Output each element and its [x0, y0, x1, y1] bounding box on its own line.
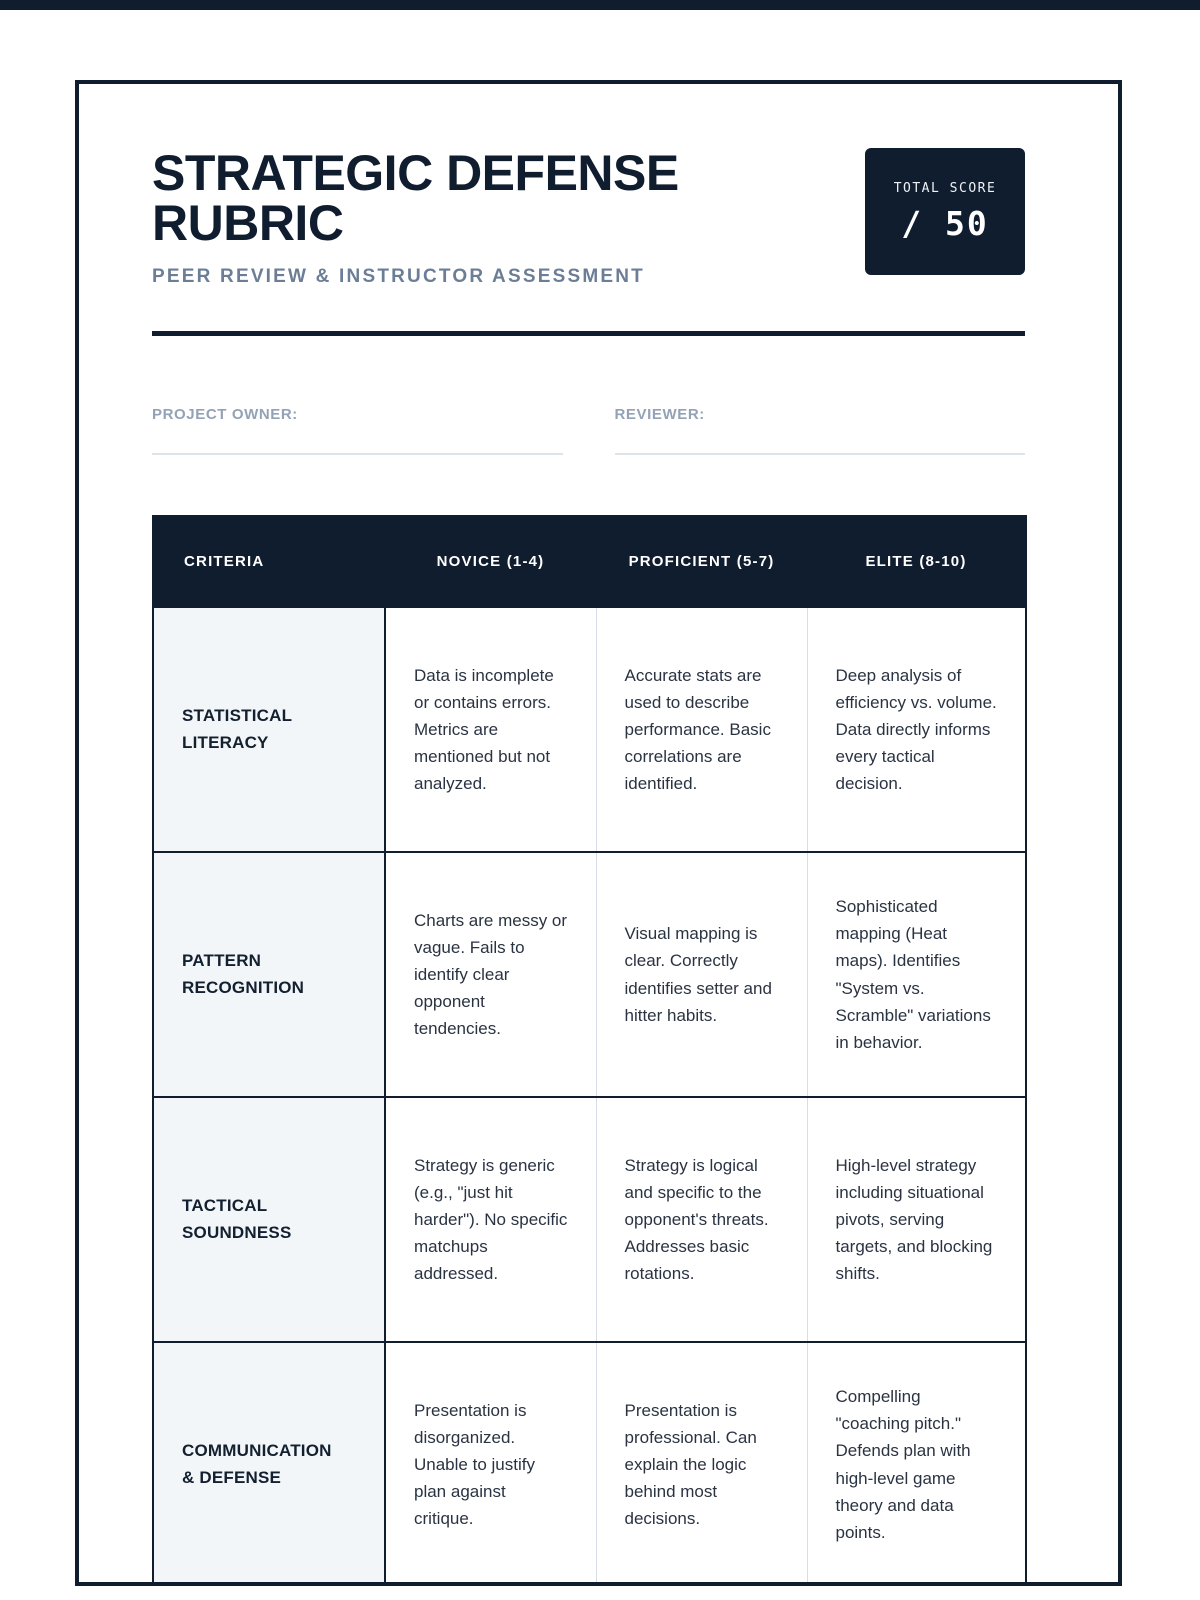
header [152, 145, 1025, 288]
elite-cell: High-level strategy including situational pivots, serving targets, and blocking shifts. [807, 1097, 1026, 1342]
page-subtitle: PEER REVIEW & INSTRUCTOR ASSESSMENT [152, 266, 645, 287]
proficient-cell: Strategy is logical and specific to the opponent's threats. Addresses basic rotations. [596, 1097, 807, 1342]
project-owner-input[interactable] [152, 437, 563, 455]
criteria-cell: COMMUNICATION & DEFENSE [153, 1342, 385, 1586]
table-row-tactical-soundness [153, 1097, 1026, 1342]
page-title: STRATEGIC DEFENSE RUBRIC [152, 145, 679, 251]
project-owner-field [152, 406, 563, 455]
col-header-criteria: CRITERIA [153, 516, 385, 607]
proficient-cell: Visual mapping is clear. Correctly identifies setter and hitter habits. [596, 852, 807, 1097]
reviewer-field [615, 406, 1026, 455]
elite-cell: Sophisticated mapping (Heat maps). Identifies "System vs. Scramble" variations in behavior. [807, 852, 1026, 1097]
title-block [152, 145, 865, 288]
novice-cell: Data is incomplete or contains errors. Metrics are mentioned but not analyzed. [385, 607, 596, 852]
rubric-table [152, 515, 1027, 1586]
novice-cell: Strategy is generic (e.g., "just hit harder"). No specific matchups addressed. [385, 1097, 596, 1342]
elite-cell: Deep analysis of efficiency vs. volume. Data directly informs every tactical decision. [807, 607, 1026, 852]
document-content [152, 145, 1025, 1586]
novice-cell: Charts are messy or vague. Fails to identify clear opponent tendencies. [385, 852, 596, 1097]
criteria-cell: PATTERN RECOGNITION [153, 852, 385, 1097]
page-top-strip [0, 0, 1200, 10]
col-header-novice: NOVICE (1-4) [385, 516, 596, 607]
col-header-proficient: PROFICIENT (5-7) [596, 516, 807, 607]
reviewer-input[interactable] [615, 437, 1026, 455]
document-frame [75, 80, 1122, 1586]
table-header-row [153, 516, 1026, 607]
table-row-pattern-recognition [153, 852, 1026, 1097]
col-header-elite: ELITE (8-10) [807, 516, 1026, 607]
project-owner-label: PROJECT OWNER: [152, 406, 298, 423]
novice-cell: Presentation is disorganized. Unable to justify plan against critique. [385, 1342, 596, 1586]
proficient-cell: Accurate stats are used to describe performance. Basic correlations are identified. [596, 607, 807, 852]
form-row [152, 406, 1025, 455]
elite-cell: Compelling "coaching pitch." Defends plan with high-level game theory and data points. [807, 1342, 1026, 1586]
total-score-label: TOTAL SCORE [893, 180, 997, 196]
proficient-cell: Presentation is professional. Can explain the logic behind most decisions. [596, 1342, 807, 1586]
table-row-communication-defense [153, 1342, 1026, 1586]
reviewer-label: REVIEWER: [614, 406, 705, 423]
criteria-cell: STATISTICAL LITERACY [153, 607, 385, 852]
header-divider [152, 331, 1025, 336]
total-score-box [865, 148, 1025, 275]
total-score-value: / 50 [901, 203, 989, 243]
table-row-statistical-literacy [153, 607, 1026, 852]
criteria-cell: TACTICAL SOUNDNESS [153, 1097, 385, 1342]
